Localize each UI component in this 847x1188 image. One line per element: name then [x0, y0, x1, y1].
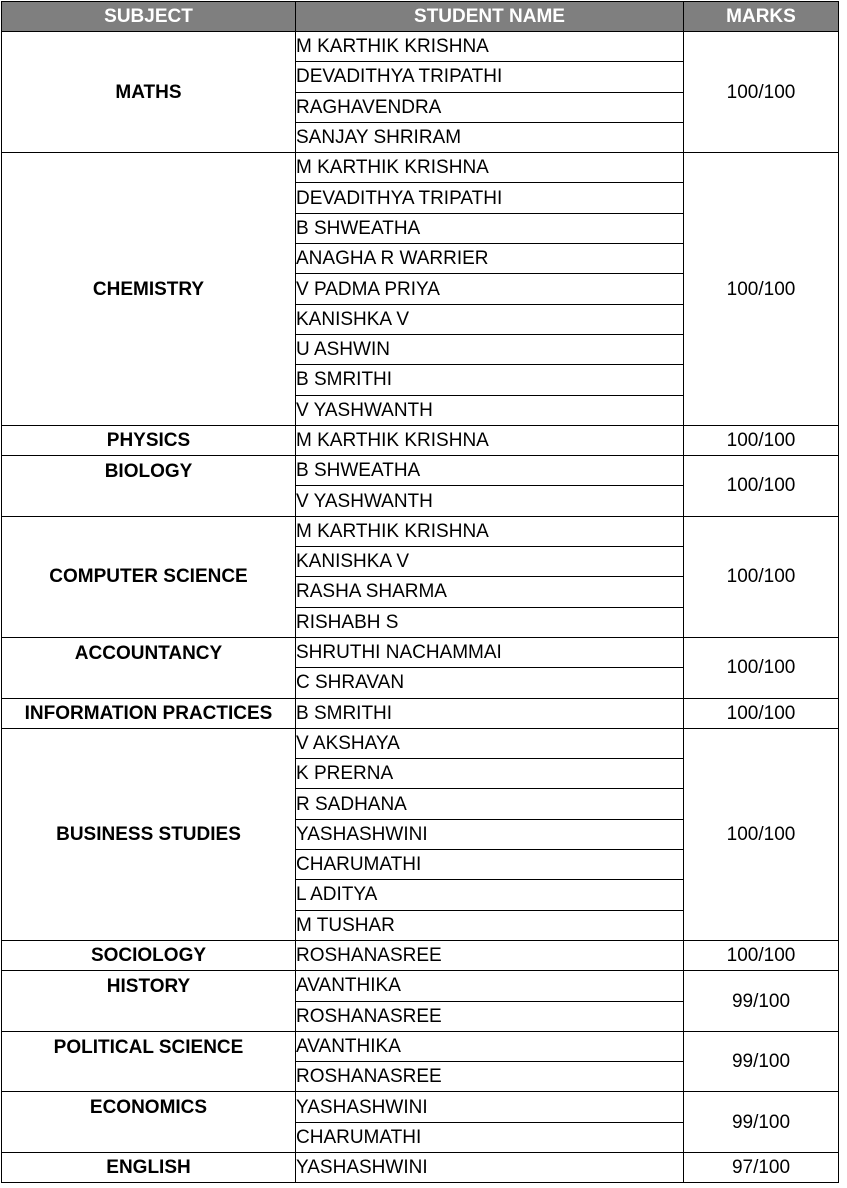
student-name-cell: U ASHWIN	[296, 334, 684, 364]
subject-cell: BUSINESS STUDIES	[2, 728, 296, 940]
student-name-cell: V YASHWANTH	[296, 486, 684, 516]
subject-cell: COMPUTER SCIENCE	[2, 516, 296, 637]
student-name-cell: ROSHANASREE	[296, 1001, 684, 1031]
marks-cell: 97/100	[684, 1152, 839, 1182]
student-name-cell: M KARTHIK KRISHNA	[296, 425, 684, 455]
marks-cell: 100/100	[684, 153, 839, 426]
marks-cell: 99/100	[684, 971, 839, 1032]
student-name-cell: B SMRITHI	[296, 698, 684, 728]
subject-cell: SOCIOLOGY	[2, 940, 296, 970]
student-name-cell: B SMRITHI	[296, 365, 684, 395]
student-name-cell: SHRUTHI NACHAMMAI	[296, 637, 684, 667]
marks-cell: 99/100	[684, 1031, 839, 1092]
student-name-cell: V PADMA PRIYA	[296, 274, 684, 304]
student-name-cell: M TUSHAR	[296, 910, 684, 940]
subject-cell: ACCOUNTANCY	[2, 637, 296, 698]
student-name-cell: CHARUMATHI	[296, 850, 684, 880]
student-name-cell: M KARTHIK KRISHNA	[296, 32, 684, 62]
subject-cell: INFORMATION PRACTICES	[2, 698, 296, 728]
student-name-cell: C SHRAVAN	[296, 668, 684, 698]
student-name-cell: B SHWEATHA	[296, 213, 684, 243]
marks-cell: 100/100	[684, 940, 839, 970]
subject-cell: MATHS	[2, 32, 296, 153]
table-row	[2, 1031, 839, 1061]
table-row	[2, 1152, 839, 1182]
subject-cell: CHEMISTRY	[2, 153, 296, 426]
student-name-cell: SANJAY SHRIRAM	[296, 122, 684, 152]
student-name-cell: B SHWEATHA	[296, 456, 684, 486]
student-name-cell: RASHA SHARMA	[296, 577, 684, 607]
student-name-cell: YASHASHWINI	[296, 819, 684, 849]
subject-cell: ENGLISH	[2, 1152, 296, 1182]
student-name-cell: AVANTHIKA	[296, 971, 684, 1001]
marks-cell: 100/100	[684, 516, 839, 637]
student-name-cell: R SADHANA	[296, 789, 684, 819]
marks-cell: 99/100	[684, 1092, 839, 1153]
marks-cell: 100/100	[684, 425, 839, 455]
student-name-cell: AVANTHIKA	[296, 1031, 684, 1061]
subject-cell: ECONOMICS	[2, 1092, 296, 1153]
student-name-cell: ROSHANASREE	[296, 940, 684, 970]
table-row	[2, 456, 839, 486]
table-row	[2, 32, 839, 62]
table-row	[2, 516, 839, 546]
subject-cell: POLITICAL SCIENCE	[2, 1031, 296, 1092]
subject-cell: BIOLOGY	[2, 456, 296, 517]
student-name-cell: YASHASHWINI	[296, 1092, 684, 1122]
table-body	[2, 32, 839, 1183]
student-name-cell: M KARTHIK KRISHNA	[296, 516, 684, 546]
table-row	[2, 971, 839, 1001]
student-name-cell: M KARTHIK KRISHNA	[296, 153, 684, 183]
student-name-cell: V YASHWANTH	[296, 395, 684, 425]
table-row	[2, 637, 839, 667]
student-name-cell: RAGHAVENDRA	[296, 92, 684, 122]
student-name-cell: L ADITYA	[296, 880, 684, 910]
student-name-cell: ROSHANASREE	[296, 1062, 684, 1092]
student-name-cell: K PRERNA	[296, 759, 684, 789]
student-name-cell: RISHABH S	[296, 607, 684, 637]
subject-cell: PHYSICS	[2, 425, 296, 455]
header-row	[2, 2, 839, 32]
student-name-cell: YASHASHWINI	[296, 1152, 684, 1182]
table-row	[2, 153, 839, 183]
marks-cell: 100/100	[684, 32, 839, 153]
student-name-header: STUDENT NAME	[296, 2, 684, 32]
marks-cell: 100/100	[684, 698, 839, 728]
student-name-cell: ANAGHA R WARRIER	[296, 244, 684, 274]
table-row	[2, 940, 839, 970]
marks-cell: 100/100	[684, 456, 839, 517]
table-row	[2, 425, 839, 455]
marks-cell: 100/100	[684, 637, 839, 698]
subject-cell: HISTORY	[2, 971, 296, 1032]
student-name-cell: CHARUMATHI	[296, 1122, 684, 1152]
table-row	[2, 1092, 839, 1122]
student-name-cell: V AKSHAYA	[296, 728, 684, 758]
student-name-cell: KANISHKA V	[296, 304, 684, 334]
marks-cell: 100/100	[684, 728, 839, 940]
table-row	[2, 698, 839, 728]
subject-header: SUBJECT	[2, 2, 296, 32]
student-name-cell: KANISHKA V	[296, 547, 684, 577]
student-name-cell: DEVADITHYA TRIPATHI	[296, 183, 684, 213]
marks-header: MARKS	[684, 2, 839, 32]
table-row	[2, 728, 839, 758]
student-name-cell: DEVADITHYA TRIPATHI	[296, 62, 684, 92]
marks-table	[1, 1, 839, 1183]
